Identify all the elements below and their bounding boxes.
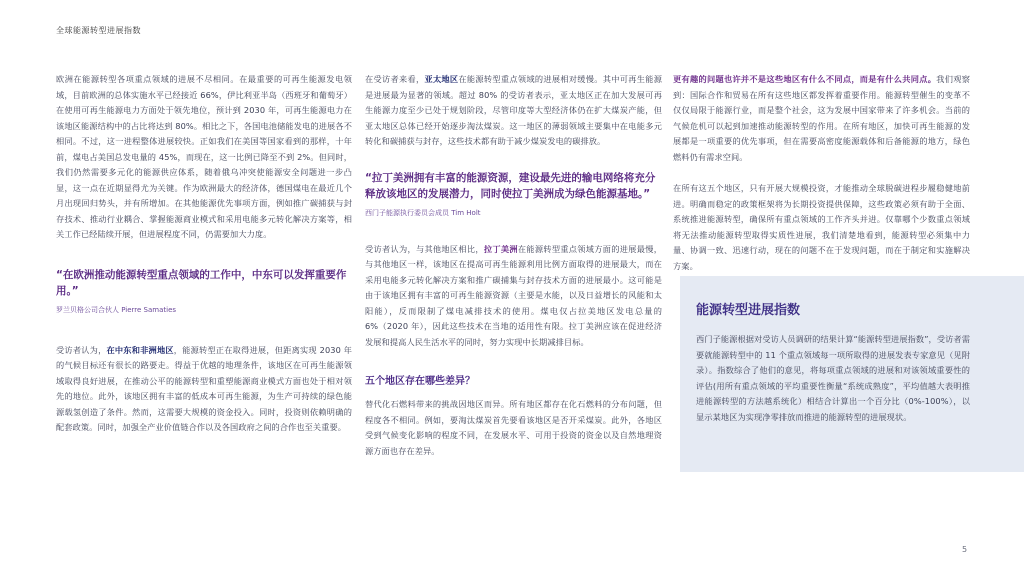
commonality-body: 我们观察到：国际合作和贸易在所有这些地区都发挥着重要作用。能源转型催生的变革不仅仅局限于能源行业，而是整个社会，这为发展中国家带来了许多机会。当前的气候危机可以起到加速推动能源转型的作用。在所有地区，加快可再生能源的发展都是一项重要的优先事项，但在需要高密度能源载体和后备能源的地方，绿色燃料仍有需求空间。	[673, 74, 970, 162]
commonality-paragraph	[673, 72, 970, 165]
quote-attribution-latam: 西门子能源执行委员会成员 Tim Holt	[365, 208, 481, 217]
running-header: 全球能源转型进展指数	[56, 26, 141, 35]
europe-paragraph: 欧洲在能源转型各项重点领域的进展不尽相同。在最重要的可再生能源发电领域，目前欧洲的总体实施水平已经接近 66%，伊比利亚半岛（西班牙和葡萄牙）在使用可再生能源电力方面处于领先地位，预计到 2030 年，可再生能源电力在该地区能源结构中的占比将达到 80%。相比之下，各国电池储能发电的进展各不相同。不过，这一进程整体进展较快。正如我们在美国等国家看到的那样，十年前，煤电占美国总发电量的 45%，而现在，这一比例已降至不到 2%。但同时，我们仍然需要多元化的能源供应体系，随着俄乌冲突使能源安全问题进一步凸显，这一点在近期显得尤为关键。作为欧洲最大的经济体，德国煤电在最近几个月出现回归势头，并有所增加。在其他能源优先事项方面，例如推广碳捕获与封存技术、推动行业耦合、掌握能源商业模式和采用电能多元转化解决方案等，相关工作已经陆续开展，但进展程度不同，仍需要加大力度。	[56, 74, 352, 239]
latam-highlight: 拉丁美洲	[483, 243, 518, 254]
latam-paragraph	[365, 242, 662, 351]
column-left	[56, 72, 352, 436]
apac-paragraph	[365, 72, 662, 150]
investment-paragraph: 在所有这五个地区，只有开展大规模投资，才能推动全球脱碳进程步履稳健地前进。明确而稳定的政策框架将为长期投资提供保障，这些政策必须有助于全面、系统推进能源转型，确保所有重点领域的工作齐头并进。仅靠哪个少数重点领域将无法推动能源转型取得实质性进展，我们清楚地看到，能源转型必须集中力量、协调一致、迅速行动，现在的问题不在于发现问题，而在于制定和实施解决方案。	[673, 183, 970, 271]
index-box-title: 能源转型进展指数	[696, 303, 801, 318]
pull-quote-latam: “拉丁美洲拥有丰富的能源资源，建设最先进的输电网络将充分释放该地区的发展潜力，同时使拉丁美洲成为绿色能源基地。”	[365, 171, 656, 200]
quote-attribution-europe: 罗兰贝格公司合伙人 Pierre Samaties	[56, 305, 177, 314]
page-number: 5	[962, 545, 968, 554]
commonality-highlight: 更有趣的问题也许并不是这些地区有什么不同点，而是有什么共同点。	[673, 74, 937, 84]
differences-paragraph: 替代化石燃料带来的挑战因地区而异。所有地区都存在化石燃料的分布问题，但程度各不相同。例如，要淘汰煤炭首先要看该地区是否开采煤炭。此外，各地区受到气候变化影响的程度不同，在发展水平、可用于投资的资金以及自然地理资源方面也存在差异。	[365, 399, 662, 456]
apac-highlight: 亚太地区	[424, 74, 459, 84]
mea-lead: 受访者认为，	[56, 344, 107, 355]
section-heading-differences: 五个地区存在哪些差异？	[365, 376, 475, 387]
mea-paragraph	[56, 343, 352, 436]
column-right	[673, 72, 970, 274]
pull-quote-europe: “在欧洲推动能源转型重点领域的工作中，中东可以发挥重要作用。”	[56, 268, 347, 297]
latam-body: 在能源转型重点领域方面的进展最慢，与其他地区一样，该地区在提高可再生能源利用比例方面取得的进展最大，而在采用电能多元转化解决方案和推广碳捕集与封存技术方面的进展最小。这可能是由于该地区拥有丰富的可再生能源资源（主要是水能，以及日益增长的风能和太阳能），反而限制了煤电减排技术的使用。煤电仅占拉美地区发电总量的 6%（2020 年），因此这些技术在当地的适用性有限。拉丁美洲应该在促进经济发展和提高人民生活水平的同时，努力实现中长期减排目标。	[365, 243, 663, 347]
apac-body: 在能源转型重点领域的进展相对缓慢。其中可再生能源是进展最为显著的领域。超过 80% 的受访者表示，亚太地区正在加大发展可再生能源力度至少已处于规划阶段，尽管印度等大型经济体仍在扩大煤炭产能，但亚太地区总体已经开始逐步淘汰煤炭。这一地区的薄弱领域主要集中在电能多元转化和碳捕获与封存，这些技术都有助于减少煤炭发电的碳排放。	[365, 74, 663, 146]
mea-body: ，能源转型正在取得进展，但距离实现 2030 年的气候目标还有很长的路要走。得益于优越的地理条件，该地区在可再生能源领域取得良好进展，在推动公平的能源转型和重塑能源商业模式方面也处于相对领先的地位。此外，该地区拥有丰富的低成本可再生能源，为生产可持续的绿色能源载氢创造了条件。然而，这需要大规模的资金投入。同时，投资则依赖明确的配套政策。同时，加强全产业价值链合作以及各国政府之间的合作也至关重要。	[56, 344, 352, 432]
latam-lead: 受访者认为，与其他地区相比，	[365, 243, 484, 254]
index-box-text-container	[696, 332, 970, 425]
mea-highlight: 在中东和非洲地区	[106, 344, 174, 355]
index-box-text: 西门子能源根据对受访人员调研的结果计算“能源转型进展指数”，受访者需要就能源转型中的 11 个重点领域每一项所取得的进展发表专家意见（见附录）。指数综合了他们的意见，将每项重点领域的进展和对该领域重要性的评估(用所有重点领域的平均重要性衡量“系统成熟度”，平均值越大表明推进能源转型的方法越系统化）相结合计算出一个百分比（0%-100%），以显示某地区为实现净零排放而推进的能源转型的进展现状。	[696, 334, 970, 422]
apac-lead: 在受访者来看，	[365, 74, 425, 84]
column-middle	[365, 72, 662, 459]
